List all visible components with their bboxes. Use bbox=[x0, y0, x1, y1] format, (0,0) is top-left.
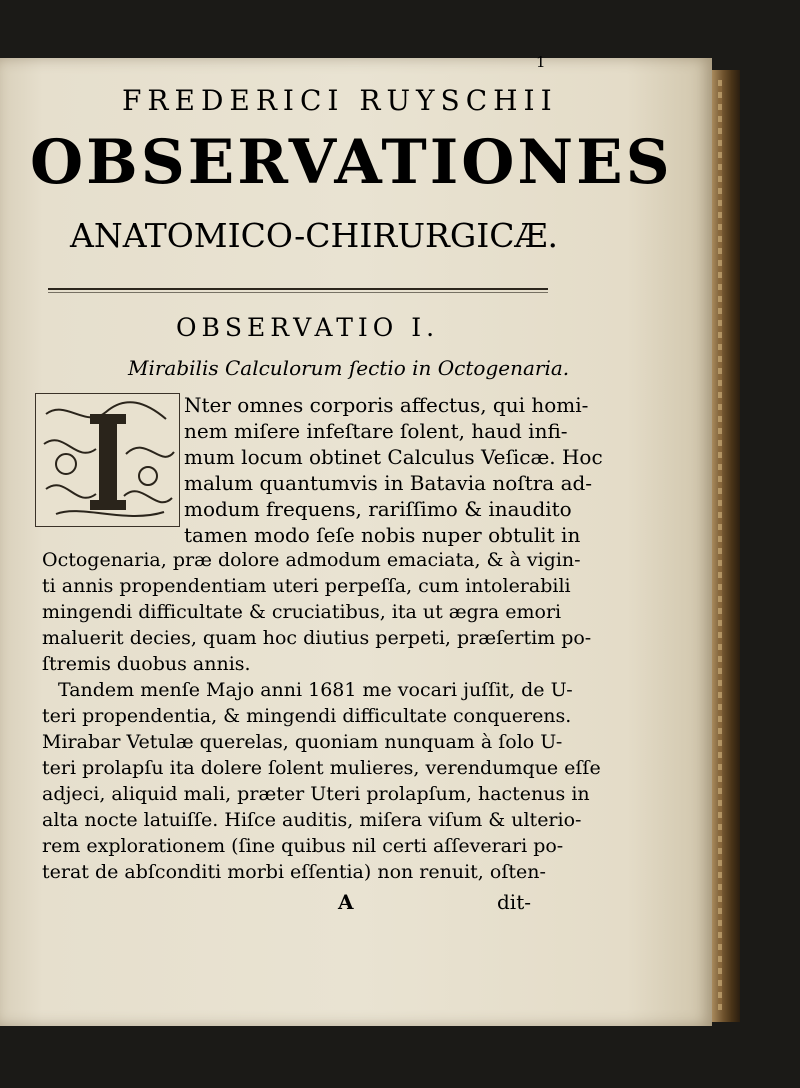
body-line: Nter omnes corporis affectus, qui homi- bbox=[184, 393, 589, 417]
book-spine bbox=[712, 70, 740, 1022]
body-line: Mirabar Vetulæ querelas, quoniam nunquam à ſolo U- bbox=[42, 731, 563, 753]
body-line: terat de abſconditi morbi eſſentia) non renuit, oſten- bbox=[42, 861, 546, 883]
body-line: nem miſere infeſtare ſolent, haud infi- bbox=[184, 419, 568, 443]
ornament-initial-icon bbox=[36, 394, 179, 526]
main-title: OBSERVATIONES bbox=[30, 127, 673, 198]
body-line: rem explorationem (ſine quibus nil certi aſſeverari po- bbox=[42, 835, 564, 857]
body-line: alta nocte latuiſſe. Hiſce auditis, miſera viſum & ulterio- bbox=[42, 809, 582, 831]
body-line: Tandem menſe Majo anni 1681 me vocari juſſit, de U- bbox=[58, 679, 573, 701]
body-line: teri propendentia, & mingendi difficultate conquerens. bbox=[42, 705, 572, 727]
signature-mark: A bbox=[338, 890, 354, 914]
body-line: teri prolapſu ita dolere ſolent mulieres, verendumque eſſe bbox=[42, 757, 601, 779]
body-line: ti annis propendentiam uteri perpeſſa, cum intolerabili bbox=[42, 575, 571, 597]
body-line: modum frequens, rariſſimo & inaudito bbox=[184, 497, 572, 521]
author-heading: FREDERICI RUYSCHII bbox=[122, 84, 558, 117]
catchword: dit- bbox=[497, 890, 531, 914]
subtitle: ANATOMICO-CHIRURGICÆ. bbox=[70, 216, 559, 255]
decorated-initial-letter bbox=[35, 393, 180, 527]
divider-rule-thin bbox=[48, 292, 548, 293]
body-line: adjeci, aliquid mali, præter Uteri prolapſum, hactenus in bbox=[42, 783, 590, 805]
observation-heading: OBSERVATIO I. bbox=[176, 313, 440, 342]
body-line: maluerit decies, quam hoc diutius perpeti, præſertim po- bbox=[42, 627, 592, 649]
divider-rule bbox=[48, 288, 548, 290]
body-line: malum quantumvis in Batavia noſtra ad- bbox=[184, 471, 593, 495]
body-line: mingendi difficultate & cruciatibus, ita ut ægra emori bbox=[42, 601, 562, 623]
page-number: 1 bbox=[536, 53, 546, 71]
body-line: Octogenaria, præ dolore admodum emaciata, & à vigin- bbox=[42, 549, 581, 571]
body-line: tamen modo ſeſe nobis nuper obtulit in bbox=[184, 523, 581, 547]
observation-caption: Mirabilis Calculorum ſectio in Octogenaria. bbox=[128, 356, 570, 380]
body-line: ſtremis duobus annis. bbox=[42, 653, 251, 675]
body-line: mum locum obtinet Calculus Veſicæ. Hoc bbox=[184, 445, 603, 469]
